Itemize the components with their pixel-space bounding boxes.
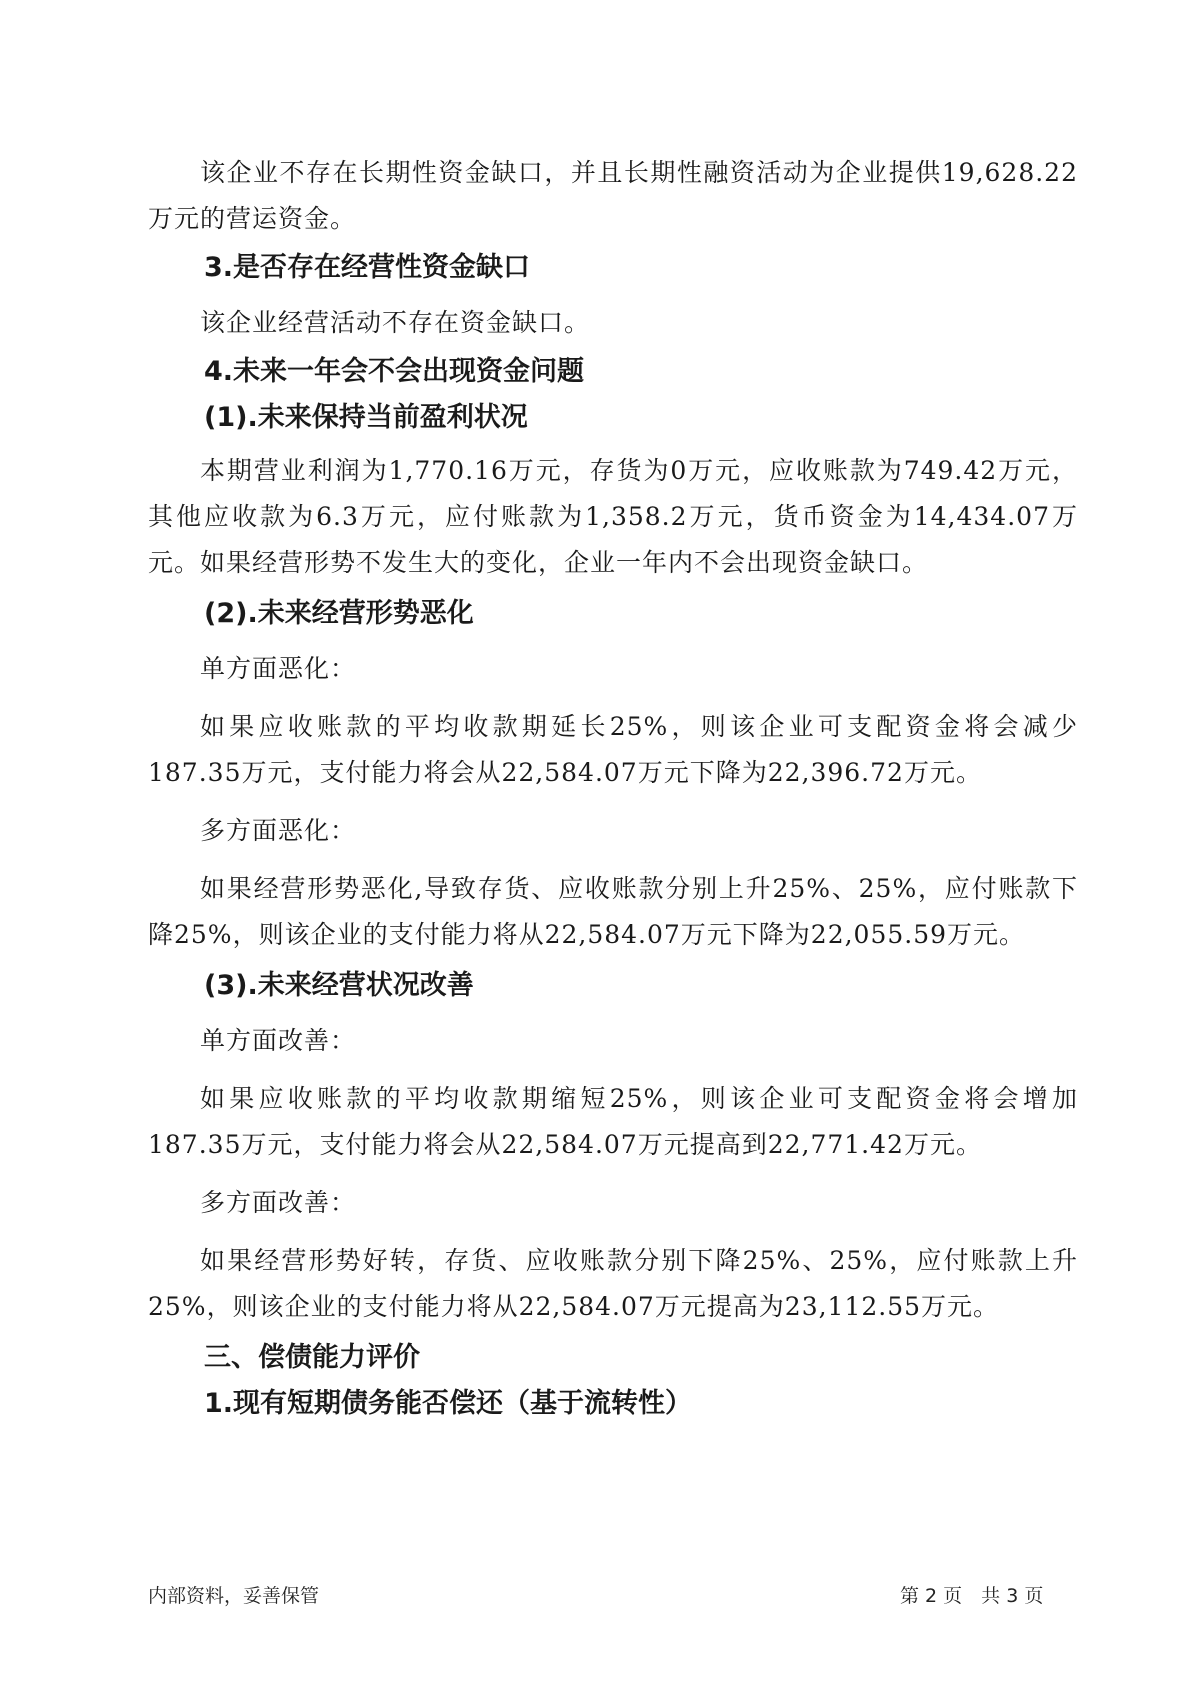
heading-short-term-debt: 1.现有短期债务能否偿还（基于流转性）	[204, 1388, 693, 1419]
paragraph-multi-improving-label: 多方面改善：	[200, 1188, 357, 1217]
heading-operating-gap: 3.是否存在经营性资金缺口	[204, 252, 531, 283]
paragraph-multi-worsening: 如果经营形势恶化,导致存货、应收账款分别上升25%、25%，应付账款下降25%，则该企业的支付能力将从22,584.07万元下降为22,055.59万元。	[148, 874, 1078, 949]
page-body	[148, 150, 1078, 1424]
heading-solvency-evaluation: 三、偿债能力评价	[204, 1342, 420, 1373]
paragraph-multi-improving: 如果经营形势好转，存货、应收账款分别下降25%、25%，应付账款上升25%，则该企业的支付能力将从22,584.07万元提高为23,112.55万元。	[148, 1246, 1078, 1321]
paragraph-single-worsening-label: 单方面恶化：	[200, 654, 357, 683]
heading-keep-profit: (1).未来保持当前盈利状况	[204, 402, 528, 433]
paragraph-keep-profit: 本期营业利润为1,770.16万元，存货为0万元，应收账款为749.42万元，其他应收款为6.3万元，应付账款为1,358.2万元，货币资金为14,434.07万元。如果经营形势不发生大的变化，企业一年内不会出现资金缺口。	[148, 456, 1078, 577]
paragraph-long-term-gap: 该企业不存在长期性资金缺口，并且长期性融资活动为企业提供19,628.22万元的营运资金。	[148, 158, 1078, 233]
paragraph-single-worsening: 如果应收账款的平均收款期延长25%，则该企业可支配资金将会减少187.35万元，支付能力将会从22,584.07万元下降为22,396.72万元。	[148, 712, 1078, 787]
paragraph-operating-gap: 该企业经营活动不存在资金缺口。	[200, 308, 591, 337]
paragraph-single-improving: 如果应收账款的平均收款期缩短25%，则该企业可支配资金将会增加187.35万元，支付能力将会从22,584.07万元提高到22,771.42万元。	[148, 1084, 1078, 1159]
paragraph-single-improving-label: 单方面改善：	[200, 1026, 357, 1055]
footer-page-number: 第 2 页 共 3 页	[900, 1585, 1044, 1607]
paragraph-multi-worsening-label: 多方面恶化：	[200, 816, 357, 845]
footer-confidential-note: 内部资料，妥善保管	[148, 1585, 320, 1607]
heading-improving: (3).未来经营状况改善	[204, 970, 474, 1001]
heading-worsening: (2).未来经营形势恶化	[204, 598, 474, 629]
heading-next-year-funding: 4.未来一年会不会出现资金问题	[204, 356, 585, 387]
